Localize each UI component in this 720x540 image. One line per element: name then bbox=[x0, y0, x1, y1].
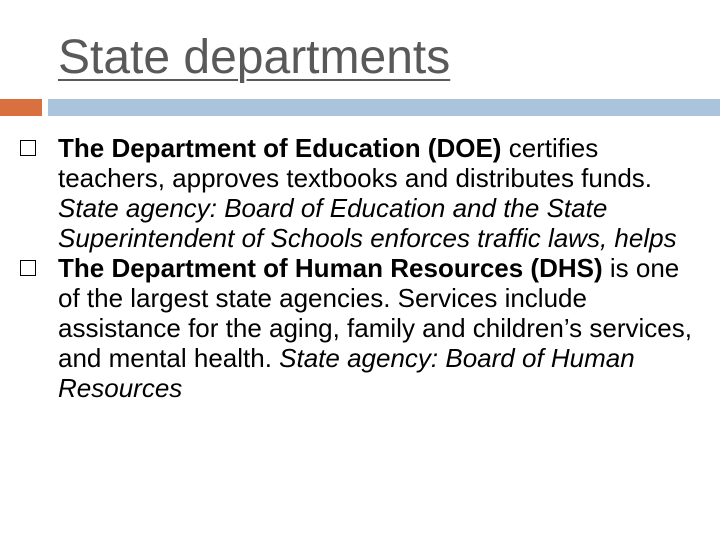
bullet-text: is one of the largest state agencies. Services include assistance for the aging, family and children’s services, and mental health. bbox=[58, 253, 692, 373]
bullet-agency: State agency: Board of Education and the State Superintendent of Schools enforces traffic laws, helps bbox=[58, 193, 677, 253]
bullet-agency: State agency: Board of Human Resources bbox=[58, 343, 635, 403]
title-divider-bar bbox=[48, 99, 720, 116]
bullet-text: certifies teachers, approves textbooks and distributes funds. bbox=[58, 133, 653, 193]
checkbox-icon bbox=[20, 260, 36, 276]
slide-title: State departments bbox=[58, 31, 451, 84]
bullet-heading: The Department of Human Resources (DHS) bbox=[58, 253, 603, 283]
bullet-heading: The Department of Education (DOE) bbox=[58, 133, 502, 163]
bullet-list bbox=[20, 133, 700, 403]
bullet-education bbox=[20, 133, 700, 253]
checkbox-icon bbox=[20, 140, 36, 156]
bullet-human-resources bbox=[20, 253, 700, 403]
accent-bar bbox=[0, 99, 42, 116]
